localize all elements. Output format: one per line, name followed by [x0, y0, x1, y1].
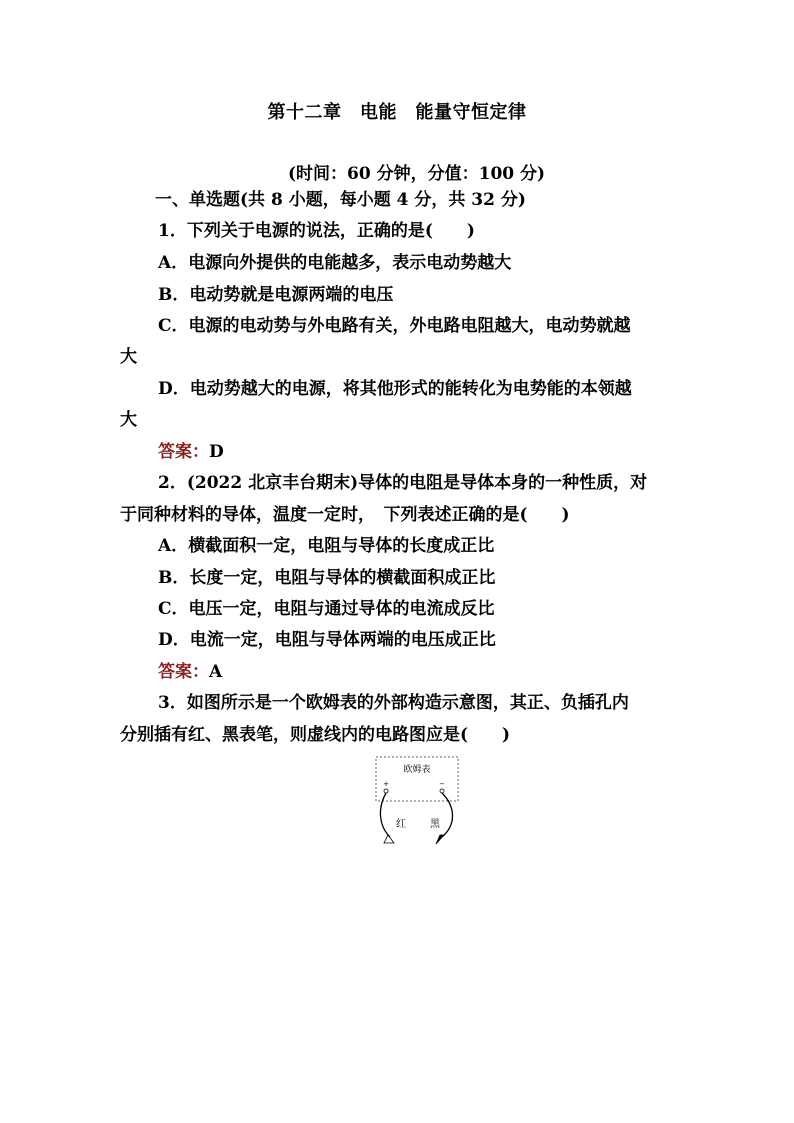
black-probe [436, 835, 444, 844]
question-2-option-b: B．长度一定，电阻与导体的横截面积成正比 [158, 568, 496, 588]
time-score-info: (时间：60 分钟，分值：100 分) [288, 164, 546, 184]
question-1-option-d: D．电动势越大的电源，将其他形式的能转化为电势能的本领越 [158, 379, 632, 399]
question-2-answer [158, 662, 718, 682]
plus-sign: + [383, 780, 389, 788]
question-1-stem-close: ) [466, 221, 475, 241]
question-1-stem [158, 221, 718, 241]
ohmmeter-label: 欧姆表 [403, 765, 431, 775]
question-3-stem-line-1: 3．如图所示是一个欧姆表的外部构造示意图，其正、负插孔内 [158, 693, 629, 713]
question-1-option-b: B．电动势就是电源两端的电压 [158, 285, 394, 305]
ohmmeter-figure [372, 755, 462, 847]
black-lead [442, 793, 453, 837]
question-2-stem-line-2 [120, 505, 680, 525]
negative-socket [440, 789, 444, 793]
answer-label: 答案： [158, 442, 209, 462]
answer-value: A [209, 662, 223, 682]
answer-label: 答案： [158, 662, 209, 682]
red-probe [384, 835, 394, 843]
question-2-option-c: C．电压一定，电阻与通过导体的电流成反比 [158, 599, 495, 619]
question-1-option-c: C．电源的电动势与外电路有关，外电路电阻越大，电动势就越 [158, 316, 631, 336]
question-3-stem-text: 分别插有红、黑表笔，则虚线内的电路图应是( [120, 725, 469, 745]
section-heading: 一、单选题(共 8 小题，每小题 4 分，共 32 分) [155, 190, 526, 210]
question-1-answer [158, 442, 718, 462]
question-1-option-c-cont: 大 [120, 347, 137, 367]
minus-sign: − [439, 780, 445, 788]
question-2-option-a: A．横截面积一定，电阻与导体的长度成正比 [158, 536, 495, 556]
question-3-stem-close: ) [502, 725, 511, 745]
positive-socket [384, 789, 388, 793]
question-3-stem-line-2 [120, 725, 680, 745]
answer-value: D [209, 442, 224, 462]
chapter-title: 第十二章 电能 能量守恒定律 [267, 102, 527, 123]
question-1-option-a: A．电源向外提供的电能越多，表示电动势越大 [158, 253, 512, 273]
dashed-box [376, 757, 458, 801]
black-label: 黑 [430, 819, 440, 830]
question-2-stem-text: 于同种材料的导体，温度一定时， 下列表述正确的是( [120, 505, 528, 525]
question-2-option-d: D．电流一定，电阻与导体两端的电压成正比 [158, 630, 496, 650]
question-1-stem-text: 1．下列关于电源的说法，正确的是( [158, 221, 433, 241]
question-1-option-d-cont: 大 [120, 410, 137, 430]
red-label: 红 [396, 819, 406, 830]
question-2-stem-line-1: 2．(2022 北京丰台期末)导体的电阻是导体本身的一种性质，对 [158, 473, 648, 493]
question-2-stem-close: ) [561, 505, 570, 525]
red-lead [380, 793, 390, 837]
